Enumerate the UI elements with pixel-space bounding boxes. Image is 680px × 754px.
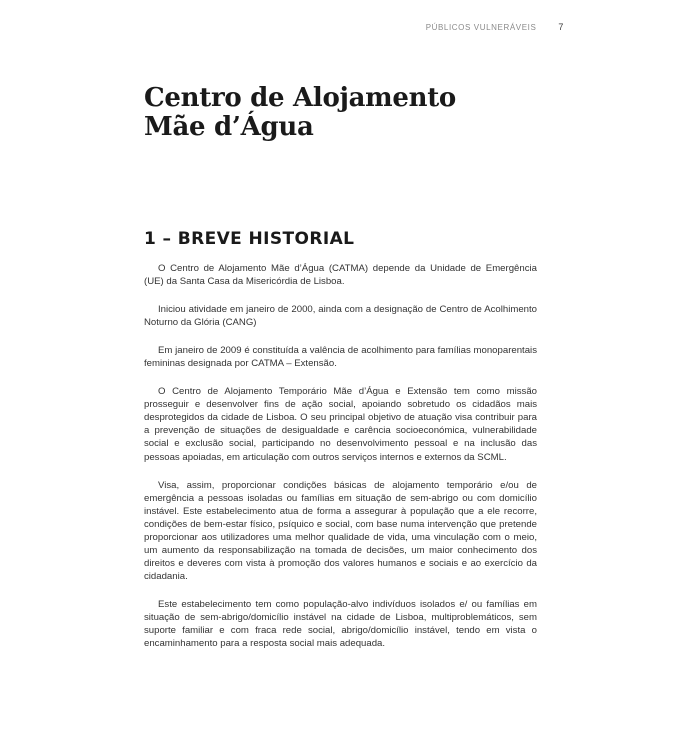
paragraph: Em janeiro de 2009 é constituída a valência de acolhimento para famílias monoparentais femininas designada por CATMA – Extensão. xyxy=(144,345,537,370)
page-number: 7 xyxy=(558,22,564,32)
paragraph: O Centro de Alojamento Mãe d’Água (CATMA) depende da Unidade de Emergência (UE) da Santa Casa da Misericórdia de Lisboa. xyxy=(144,263,537,288)
running-header-section: PÚBLICOS VULNERÁVEIS xyxy=(425,23,537,32)
running-header xyxy=(426,22,564,32)
chapter-title-line-2: Mãe d’Água xyxy=(144,112,314,142)
paragraph: Iniciou atividade em janeiro de 2000, ainda com a designação de Centro de Acolhimento Noturno da Glória (CANG) xyxy=(144,304,537,329)
chapter-title-line-1: Centro de Alojamento xyxy=(144,83,456,113)
body-text xyxy=(144,262,537,665)
chapter-title xyxy=(144,84,564,142)
paragraph: Este estabelecimento tem como população-alvo indivíduos isolados e/ ou famílias em situação de sem-abrigo/domicílio instável na cidade de Lisboa, multiproblemáticos, sem suporte familiar e com fraca rede social, abrigo/domicílio instável, tendo em vista o encaminhamento para a resposta social mais adequada. xyxy=(144,598,537,650)
paragraph: Visa, assim, proporcionar condições básicas de alojamento temporário e/ou de emergência a pessoas isoladas ou famílias em situação de sem-abrigo ou com domicílio instável. Este estabelecimento atua de forma a assegurar à população que a ele recorre, condições de bem-estar físico, psíquico e social, com base numa intervenção que pretende proporcionar aos utilizadores uma melhor qualidade de vida, uma vinculação com o meio, um aumento da responsabilização na tomada de decisões, um maior conhecimento dos direitos e deveres com vista à promoção dos valores humanos e sociais e ao exercício da cidadania. xyxy=(144,479,537,582)
paragraph: O Centro de Alojamento Temporário Mãe d’Água e Extensão tem como missão prosseguir e desenvolver fins de ação social, apoiando sobretudo os cidadãos mais desprotegidos da cidade de Lisboa. O seu principal objetivo de atuação visa contribuir para a prevenção de situações de desigualdade e carência socioeconómica, vulnerabilidade social e exclusão social, participando no desenvolvimento pessoal e na inclusão das pessoas apoiadas, em articulação com outros serviços internos e externos da SCML. xyxy=(144,386,537,463)
section-heading: 1 – BREVE HISTORIAL xyxy=(144,229,355,249)
